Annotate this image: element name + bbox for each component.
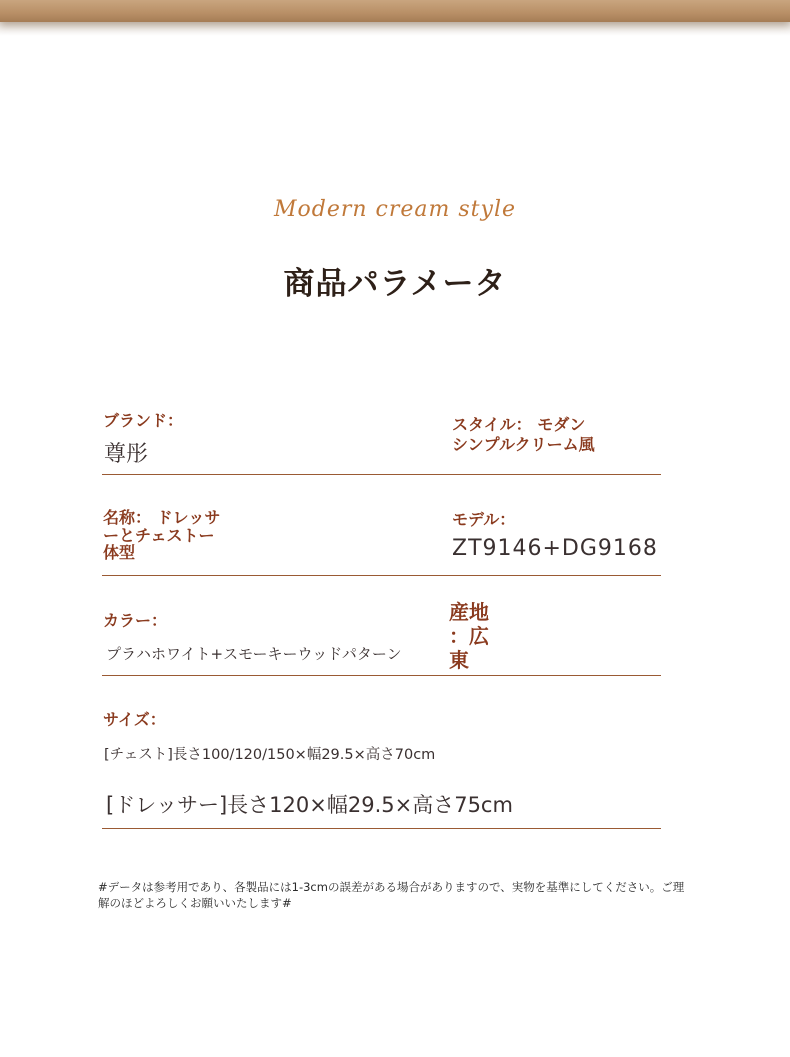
top-wood-bar (0, 0, 790, 22)
model-label: モデル： (452, 510, 516, 529)
brand-value: 尊彤 (104, 442, 149, 467)
origin-line1: 産地 (449, 600, 489, 624)
origin-line3: 東 (449, 648, 469, 672)
top-bar-shadow (0, 22, 790, 36)
name-label-line2: ーとチェストー (103, 526, 215, 545)
name-label-line3: 体型 (103, 543, 136, 562)
origin-line2: ：広 (449, 624, 489, 648)
script-subtitle: Modern cream style (274, 197, 516, 222)
disclaimer-line2: 解のほどよろしくお願いいたします# (98, 896, 292, 910)
size-chest: [チェスト]長さ100/120/150×幅29.5×高さ70cm (104, 747, 436, 763)
divider-row3 (102, 675, 661, 676)
name-label-line1: 名称： ドレッサ (103, 508, 221, 527)
style-label-line1: スタイル： モダン (452, 415, 586, 434)
style-label-line2: シンプルクリーム風 (452, 435, 595, 454)
brand-label: ブランド： (103, 411, 184, 430)
model-value: ZT9146+DG9168 (452, 536, 658, 561)
divider-row4 (102, 828, 661, 829)
disclaimer-line1: #データは参考用であり、各製品には1-3cmの誤差がある場合がありますので、実物を基準にしてください。ご理 (98, 880, 685, 894)
color-value: プラハホワイト+スモーキーウッドパターン (106, 645, 402, 663)
disclaimer-note (98, 879, 710, 911)
size-label: サイズ： (103, 710, 166, 729)
color-label: カラー： (103, 611, 168, 630)
divider-row1 (102, 474, 661, 475)
page-title: 商品パラメータ (283, 266, 507, 302)
divider-row2 (102, 575, 661, 576)
size-dresser: [ドレッサー]長さ120×幅29.5×高さ75cm (106, 793, 513, 817)
